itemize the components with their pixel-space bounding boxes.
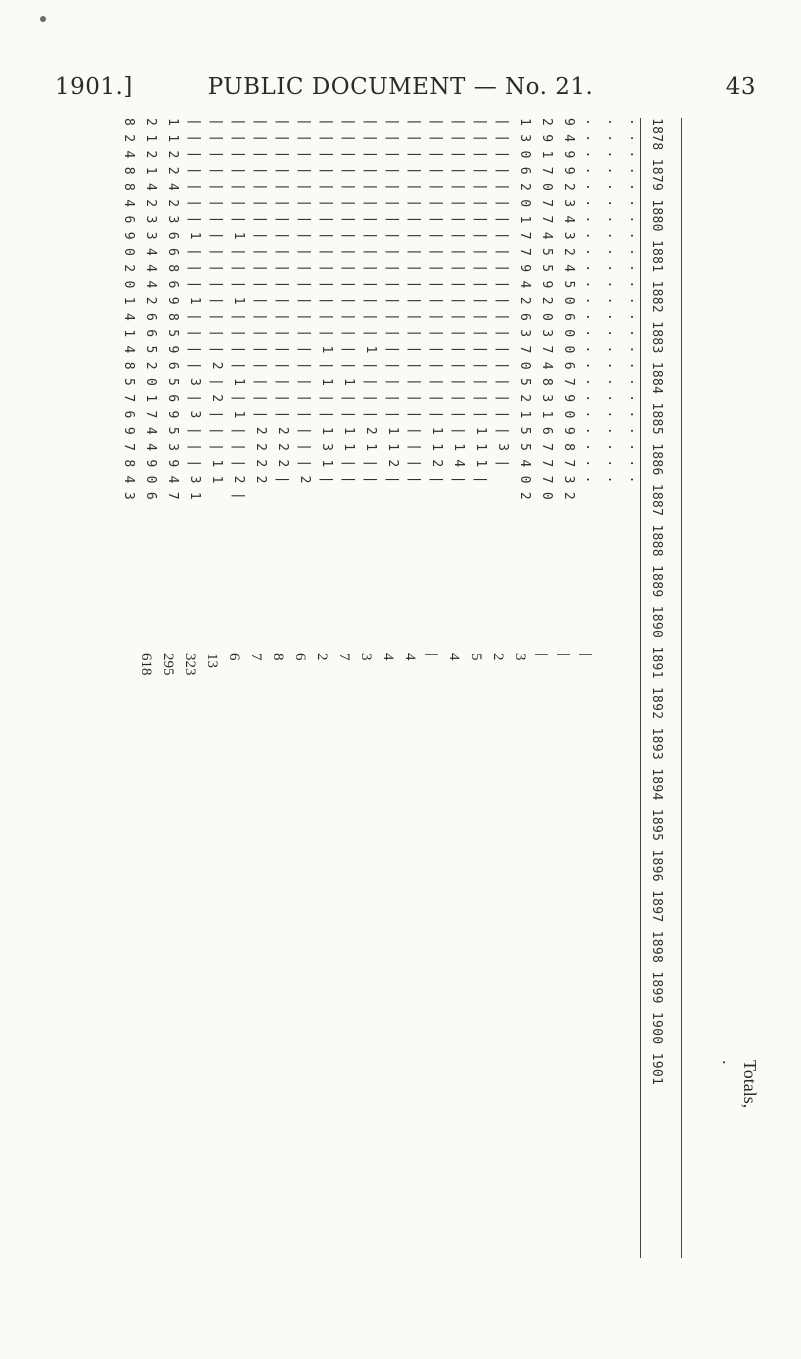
row-total: 4	[380, 653, 396, 661]
row-total: 618	[138, 653, 154, 676]
totals-label: Totals, .	[719, 1060, 760, 1109]
row-total: |	[556, 653, 572, 657]
outer-column-rule	[681, 118, 682, 1258]
row-total: 7	[336, 653, 352, 661]
table-row: | | | | | | | | | | | | | | | | | | | 2 2 2 2	[253, 118, 268, 484]
table-row: | | | | | | | | | | | | | | | | | | | 2 2 2 |	[275, 118, 290, 484]
row-total: 2	[490, 653, 506, 661]
row-total: 295	[160, 653, 176, 676]
table-row: | | | | | | | | | | | | | | | | | | | | 3 |	[495, 118, 510, 468]
row-total: 7	[248, 653, 264, 661]
row-total: 3	[512, 653, 528, 661]
row-total: 4	[446, 653, 462, 661]
table-row: 9 4 9 9 2 3 4 3 2 4 5 0 6 0 0 6 7 9 0 9 8 7 3 2	[561, 118, 576, 500]
table-row: | | | | | | | | | | | | | | | | | | | | | | 2	[297, 118, 312, 484]
header-year: 1901.]	[55, 74, 133, 100]
table-row: . . . . . . . . . . . . . . . . . . . . . . .	[605, 118, 620, 484]
row-total: 13	[204, 653, 220, 668]
row-total: |	[534, 653, 550, 657]
page-marker	[40, 16, 46, 22]
row-total: 2	[314, 653, 330, 661]
table-row: 8 2 4 8 8 4 6 9 0 2 0 1 4 1 4 8 5 7 6 9 7 8 4 3	[121, 118, 136, 500]
row-total: 6	[292, 653, 308, 661]
row-total: |	[578, 653, 594, 657]
table-row: | | | | | | | | | | | | | | 1 | | | | 2 1 | |	[363, 118, 378, 484]
row-total: 8	[270, 653, 286, 661]
table-row: 2 1 2 1 4 2 3 3 4 4 4 2 6 6 5 2 0 1 7 4 4 9 0 6	[143, 118, 158, 500]
row-total: 6	[226, 653, 242, 661]
table-row: | | | | | | | | | | | | | | | | | | | 1 1 1 |	[473, 118, 488, 484]
table-row: | | | | | | | | | | | | | | | | 1 | | 1 1 | |	[341, 118, 356, 484]
row-total: 323	[182, 653, 198, 676]
row-total: 5	[468, 653, 484, 661]
table-row: | | | | | | | | | | | | | | | 2 | 2 | | | 1 1	[209, 118, 224, 484]
table-row: | | | | | | | 1 | | | 1 | | | | 3 | 3 | | | 3 1	[187, 118, 202, 500]
table-row: | | | | | | | 1 | | | 1 | | | | 1 | 1 | | | 2 |	[231, 118, 246, 500]
table-row: | | | | | | | | | | | | | | 1 | 1 | | 1 3 1 |	[319, 118, 334, 484]
table-row: 1 1 2 2 4 2 3 6 6 8 6 9 8 5 9 6 5 6 9 5 3 9 4 7	[165, 118, 180, 500]
table-row: | | | | | | | | | | | | | | | | | | | | 1 4 |	[451, 118, 466, 484]
table-row: . . . . . . . . . . . . . . . . . . . . . . .	[627, 118, 642, 484]
table-row: 1878 1879 1880 1881 1882 1883 1884 1885 1886 1887 1888 1889 1890 1891 1892 1893 1894 1895 1896 1897 1898 1899 1900 1901	[649, 118, 664, 1086]
row-total: 3	[358, 653, 374, 661]
table-row: . . . . . . . . . . . . . . . . . . . . . . .	[583, 118, 598, 484]
table-row: | | | | | | | | | | | | | | | | | | | | | | |	[407, 118, 422, 484]
table-row: 1 3 0 6 2 0 1 7 7 9 4 2 6 3 7 0 5 2 1 5 5 4 0 2	[517, 118, 532, 500]
table-row: 2 9 1 7 0 7 7 4 5 5 9 2 0 3 7 4 8 3 1 6 7 7 7 0	[539, 118, 554, 500]
header-title: PUBLIC DOCUMENT — No. 21.	[207, 74, 594, 100]
page-number: 43	[725, 74, 756, 100]
row-total: 4	[402, 653, 418, 661]
rotated-table	[121, 118, 690, 1250]
table-row: | | | | | | | | | | | | | | | | | | | 1 1 2 |	[385, 118, 400, 484]
page-header	[40, 74, 761, 108]
row-total: |	[424, 653, 440, 657]
table-row: | | | | | | | | | | | | | | | | | | | 1 1 2 |	[429, 118, 444, 484]
